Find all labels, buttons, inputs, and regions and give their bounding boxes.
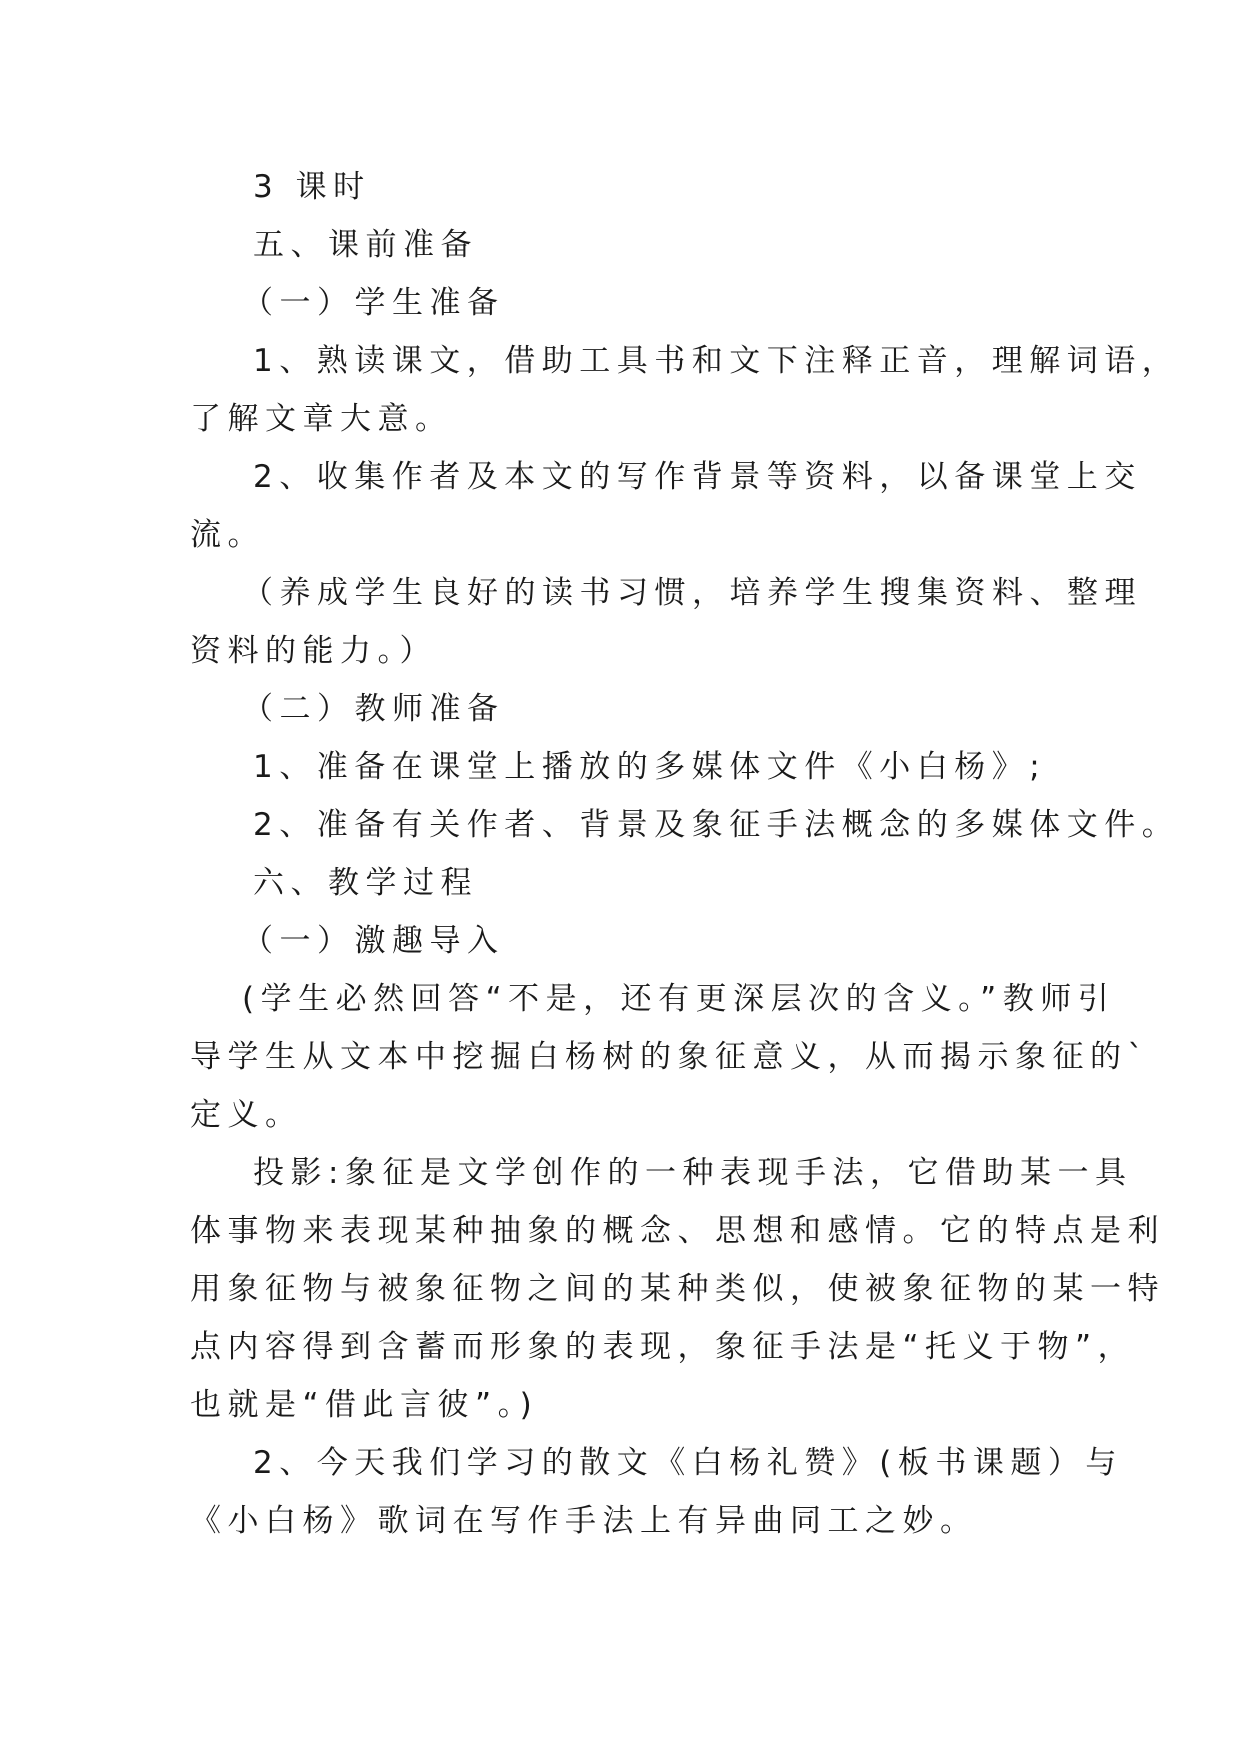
paragraph-line: 定义。 (190, 1097, 303, 1133)
paragraph-line: 体事物来表现某种抽象的概念、思想和感情。它的特点是利 (190, 1213, 1165, 1249)
section-heading-preparation: 五、课前准备 (253, 227, 478, 263)
paragraph-line: 1、熟读课文，借助工具书和文下注释正音，理解词语， (253, 343, 1180, 379)
paragraph-line: (学生必然回答“不是，还有更深层次的含义。”教师引 (242, 981, 1116, 1017)
paragraph-line: 投影:象征是文学创作的一种表现手法，它借助某一具 (253, 1155, 1133, 1191)
paragraph-line: 2、今天我们学习的散文《白杨礼赞》(板书课题）与 (253, 1445, 1123, 1481)
document-page (190, 158, 1180, 1550)
paragraph-line: 点内容得到含蓄而形象的表现，象征手法是“托义于物”， (190, 1329, 1136, 1365)
paragraph-line: 流。 (190, 517, 265, 553)
subsection-student-preparation: （一）学生准备 (242, 285, 505, 321)
subsection-teacher-preparation: （二）教师准备 (242, 691, 505, 727)
paragraph-line: 《小白杨》歌词在写作手法上有异曲同工之妙。 (190, 1503, 978, 1539)
paragraph-line: 1、准备在课堂上播放的多媒体文件《小白杨》; (253, 749, 1047, 785)
subsection-introduction: （一）激趣导入 (242, 923, 505, 959)
section-heading-process: 六、教学过程 (253, 865, 478, 901)
paragraph-line: 导学生从文本中挖掘白杨树的象征意义，从而揭示象征的` (190, 1039, 1150, 1075)
paragraph-line: 用象征物与被象征物之间的某种类似，使被象征物的某一特 (190, 1271, 1165, 1307)
paragraph-line: 资料的能力。） (190, 633, 437, 669)
paragraph-line: 了解文章大意。 (190, 401, 453, 437)
paragraph-line: 也就是“借此言彼”。) (190, 1387, 539, 1423)
paragraph-line: 2、收集作者及本文的写作背景等资料，以备课堂上交 (253, 459, 1142, 495)
lesson-hours: 3 课时 (253, 169, 371, 205)
paragraph-line: 2、准备有关作者、背景及象征手法概念的多媒体文件。 (253, 807, 1180, 843)
paragraph-line: （养成学生良好的读书习惯，培养学生搜集资料、整理 (242, 575, 1142, 611)
